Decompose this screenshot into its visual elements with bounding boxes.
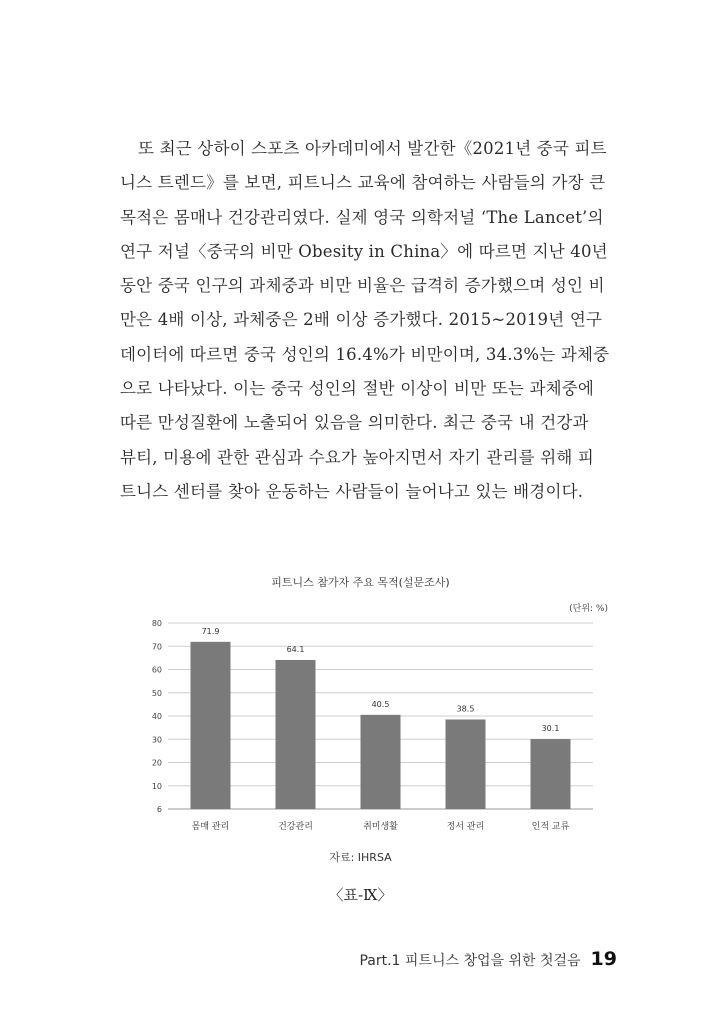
paragraph-line: 데이터에 따르면 중국 성인의 16.4%가 비만이며, 34.3%는 과체중: [120, 344, 610, 364]
y-tick-label: 80: [151, 619, 162, 628]
x-tick-label: 건강관리: [278, 822, 313, 832]
y-tick-label: 60: [151, 665, 162, 675]
paragraph-line: 뷰티, 미용에 관한 관심과 수요가 높아지면서 자기 관리를 위해 피: [120, 447, 595, 467]
data-label: 30.1: [541, 724, 560, 734]
x-tick-label: 인적 교류: [531, 822, 570, 832]
y-tick-label: 30: [151, 735, 162, 745]
bar: [531, 739, 571, 809]
y-tick-label: 10: [151, 781, 162, 791]
y-tick-label: 6: [156, 805, 162, 814]
paragraph-line: 따른 만성질환에 노출되어 있음을 의미한다. 최근 중국 내 건강과: [120, 413, 589, 433]
y-tick-label: 70: [151, 642, 162, 652]
chart-title: 피트니스 참가자 주요 목적(설문조사): [271, 576, 450, 589]
bar-chart: [138, 612, 598, 842]
x-tick-label: 취미생활: [363, 822, 398, 832]
paragraph-line: 목적은 몸매나 건강관리였다. 실제 영국 의학저널 ‘The Lancet’의: [120, 207, 604, 227]
paragraph-line: 또 최근 상하이 스포츠 아카데미에서 발간한《2021년 중국 피트: [138, 139, 607, 158]
data-label: 40.5: [371, 699, 390, 709]
bar: [446, 719, 486, 809]
bar: [276, 660, 316, 809]
table-label: 〈표-Ⅸ〉: [328, 886, 393, 904]
body-paragraph: [120, 132, 620, 509]
paragraph-line: 연구 저널〈중국의 비만 Obesity in China〉에 따르면 지난 40년: [120, 241, 608, 261]
x-tick-label: 몸매 관리: [191, 822, 230, 832]
paragraph-line: 니스 트렌드》를 보면, 피트니스 교육에 참여하는 사람들의 가장 큰: [120, 173, 606, 193]
footer-text: Part.1 피트니스 창업을 위한 첫걸음: [359, 953, 581, 969]
paragraph-line: 으로 나타났다. 이는 중국 성인의 절반 이상이 비만 또는 과체중에: [120, 379, 595, 399]
page-number: 19: [590, 948, 617, 970]
paragraph-line: 동안 중국 인구의 과체중과 비만 비율은 급격히 증가했으며 성인 비: [120, 276, 605, 296]
data-label: 71.9: [201, 626, 220, 636]
page-footer: [359, 948, 617, 970]
y-tick-label: 40: [151, 712, 162, 721]
bar: [191, 642, 231, 809]
bar: [361, 715, 401, 809]
data-label: 38.5: [456, 704, 475, 714]
paragraph-line: 만은 4배 이상, 과체중은 2배 이상 증가했다. 2015~2019년 연구: [120, 310, 603, 330]
x-tick-label: 정서 관리: [446, 822, 485, 832]
chart-source: 자료: IHRSA: [329, 851, 392, 864]
y-tick-label: 20: [151, 758, 162, 768]
y-tick-label: 50: [151, 688, 162, 698]
chart-unit-label: (단위: %): [569, 604, 608, 614]
data-label: 64.1: [286, 644, 305, 654]
paragraph-line: 트니스 센터를 찾아 운동하는 사람들이 늘어나고 있는 배경이다.: [120, 481, 584, 501]
